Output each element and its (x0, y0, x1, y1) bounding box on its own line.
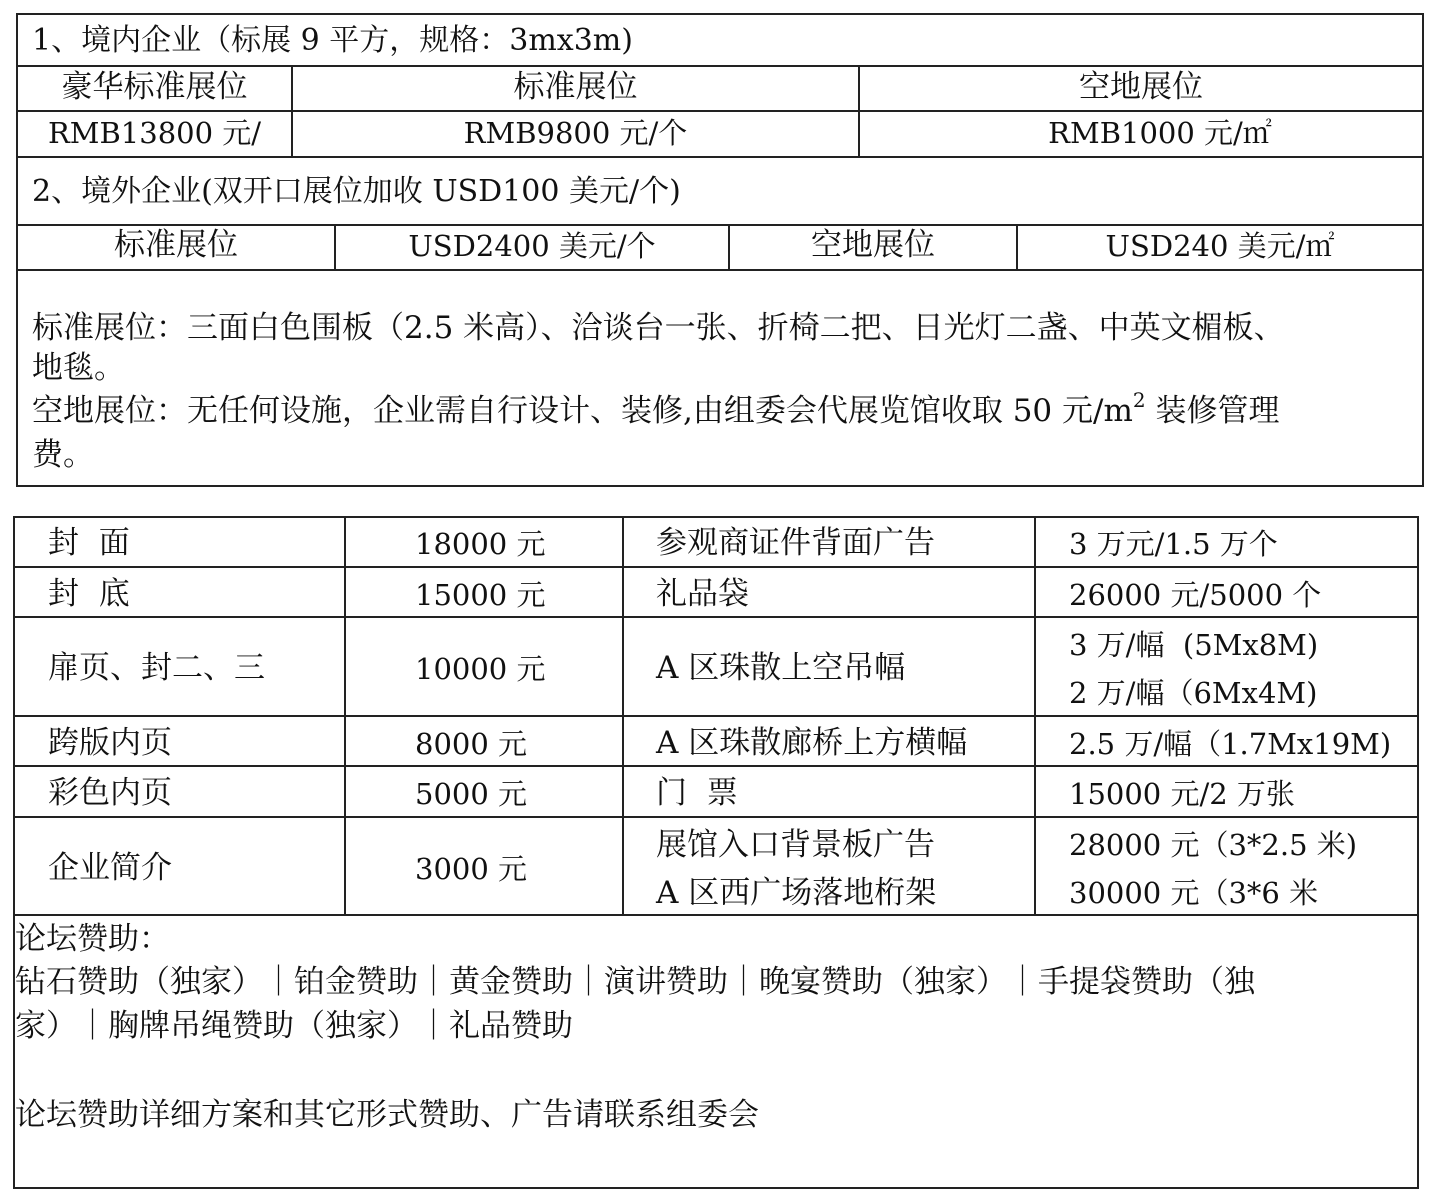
forum-contact-note: 论坛赞助详细方案和其它形式赞助、广告请联系组委会 (15, 1097, 759, 1133)
col-line (344, 516, 346, 916)
ad-price2: 15000 元/2 万张 (1069, 777, 1295, 811)
header-luxury-booth: 豪华标准展位 (61, 69, 248, 105)
row-line (13, 914, 1419, 916)
ad-price2: 2 万/幅（6Mx4M) (1069, 676, 1318, 710)
price-raw-space: RMB1000 元/㎡ (1048, 116, 1272, 150)
ad-item: 企业简介 (48, 850, 172, 886)
overseas-raw-space-price: USD240 美元/㎡ (1105, 229, 1335, 263)
row-line (16, 269, 1424, 271)
table2-border (13, 516, 1419, 518)
col-line (622, 516, 624, 916)
ad-price2: 30000 元（3*6 米 (1069, 876, 1319, 910)
row-line (16, 110, 1424, 112)
raw-space-note: 空地展位：无任何设施，企业需自行设计、装修,由组委会代展览馆收取 50 元$/m^2$ 装修管理 (32, 388, 1280, 429)
forum-label: 论坛赞助： (15, 921, 170, 957)
ad-price2: 3 万元/1.5 万个 (1069, 527, 1278, 561)
overseas-standard-price: USD2400 美元/个 (408, 229, 656, 263)
row-line (13, 765, 1419, 767)
ad-item2: 参观商证件背面广告 (656, 525, 935, 561)
row-line (13, 616, 1419, 618)
ad-item: 跨版内页 (48, 725, 172, 761)
overseas-title: 2、境外企业(双开口展位加收 USD100 美元/个) (32, 174, 681, 209)
ad-price: 10000 元 (415, 652, 546, 686)
standard-booth-note-cont: 地毯。 (32, 350, 125, 386)
ad-price: 8000 元 (415, 727, 528, 761)
row-line (13, 715, 1419, 717)
overseas-raw-space: 空地展位 (811, 227, 935, 263)
overseas-standard-booth: 标准展位 (114, 227, 238, 263)
row-line (16, 65, 1424, 67)
ad-price2: 28000 元（3*2.5 米) (1069, 828, 1358, 862)
ad-price: 5000 元 (415, 777, 528, 811)
ad-item2: A 区珠散上空吊幅 (656, 650, 906, 686)
table1-border (1422, 13, 1424, 487)
forum-sponsor-list-cont: 家）｜胸牌吊绳赞助（独家）｜礼品赞助 (15, 1008, 573, 1044)
table1-border (16, 485, 1424, 487)
table1-border (16, 13, 1424, 15)
raw-space-note-cont: 费。 (32, 437, 94, 473)
ad-item: 封 底 (48, 576, 130, 612)
ad-item: 扉页、封二、三 (48, 650, 265, 686)
header-standard-booth: 标准展位 (513, 69, 638, 105)
ad-price: 15000 元 (415, 578, 546, 612)
row-line (16, 156, 1424, 158)
row-line (16, 224, 1424, 226)
ad-item2: 礼品袋 (656, 576, 749, 612)
header-raw-space: 空地展位 (1079, 69, 1203, 105)
forum-sponsor-list: 钻石赞助（独家）｜铂金赞助｜黄金赞助｜演讲赞助｜晚宴赞助（独家）｜手提袋赞助（独 (15, 964, 1255, 1000)
ad-item2: A 区西广场落地桁架 (656, 875, 937, 911)
ad-item2: 展馆入口背景板广告 (656, 827, 935, 863)
table2-border (13, 1187, 1419, 1189)
ad-price: 3000 元 (415, 852, 528, 886)
ad-price2: 2.5 万/幅（1.7Mx19M) (1069, 727, 1392, 761)
price-standard-booth: RMB9800 元/个 (463, 116, 688, 150)
ad-price2: 3 万/幅 (5Mx8M) (1069, 628, 1319, 662)
ad-price2: 26000 元/5000 个 (1069, 578, 1322, 612)
row-line (13, 816, 1419, 818)
ad-item: 彩色内页 (48, 775, 172, 811)
standard-booth-note: 标准展位：三面白色围板（2.5 米高）、洽谈台一张、折椅二把、日光灯二盏、中英文楣板、 (32, 310, 1285, 346)
ad-price: 18000 元 (415, 527, 546, 561)
ad-item2: 门 票 (656, 775, 738, 811)
price-luxury-booth: RMB13800 元/ (47, 116, 262, 150)
row-line (13, 566, 1419, 568)
ad-item2: A 区珠散廊桥上方横幅 (656, 725, 968, 761)
ad-item: 封 面 (48, 525, 130, 561)
col-line (1034, 516, 1036, 916)
domestic-title: 1、境内企业（标展 9 平方，规格：3mx3m) (32, 23, 633, 58)
